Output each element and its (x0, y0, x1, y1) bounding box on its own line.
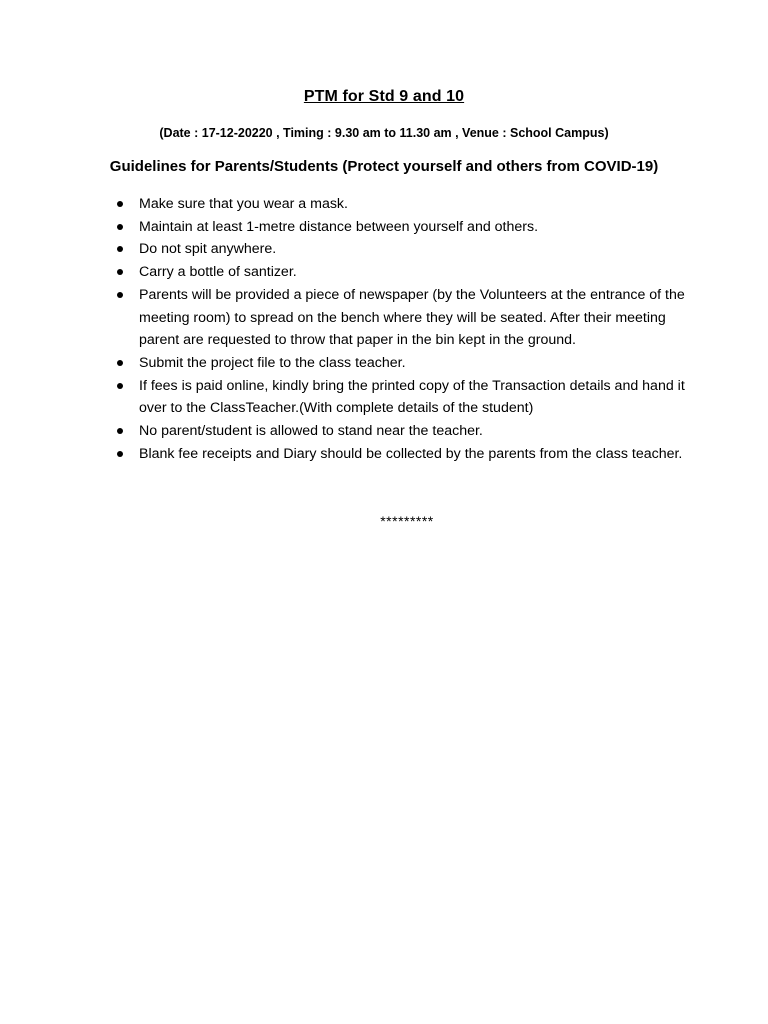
rule-text: No parent/student is allowed to stand near the teacher. (139, 423, 483, 440)
list-item (139, 375, 699, 420)
bullet-icon (117, 292, 123, 298)
rule-text: Blank fee receipts and Diary should be collected by the parents from the class teacher. (139, 445, 683, 462)
rule-text: Parents will be provided a piece of newspaper (by the Volunteers at the entrance of the meeting room) to spread on the bench where they will be seated. After their meeting parent are requested to throw that paper in the bin kept in the ground. (139, 286, 685, 349)
end-marker: ********* (380, 513, 434, 529)
bullet-icon (117, 360, 123, 366)
list-item (139, 352, 699, 375)
document-title: PTM for Std 9 and 10 (303, 88, 465, 105)
rule-text: Do not spit anywhere. (139, 241, 277, 258)
guidelines-list (139, 193, 699, 465)
list-item (139, 284, 699, 352)
bullet-icon (117, 246, 123, 252)
bullet-icon (117, 383, 123, 389)
bullet-icon (117, 269, 123, 275)
rule-text: Maintain at least 1-metre distance between yourself and others. (139, 218, 539, 235)
list-item (139, 420, 699, 443)
list-item (139, 238, 699, 261)
event-details: (Date : 17-12-20220 , Timing : 9.30 am to 11.30 am , Venue : School Campus) (159, 126, 609, 140)
list-item (139, 193, 699, 216)
list-item (139, 216, 699, 239)
list-item (139, 261, 699, 284)
rule-text: Make sure that you wear a mask. (139, 196, 348, 212)
bullet-icon (117, 201, 123, 207)
rule-text: Submit the project file to the class teacher. (139, 354, 406, 371)
bullet-icon (117, 451, 123, 457)
bullet-icon (117, 224, 123, 230)
rule-text: If fees is paid online, kindly bring the printed copy of the Transaction details and hand it over to the ClassTeacher.(With complete details of the student) (139, 377, 685, 417)
rule-text: Carry a bottle of santizer. (139, 264, 297, 281)
guidelines-heading: Guidelines for Parents/Students (Protect yourself and others from COVID-19) (109, 158, 659, 175)
list-item (139, 443, 699, 466)
bullet-icon (117, 428, 123, 434)
